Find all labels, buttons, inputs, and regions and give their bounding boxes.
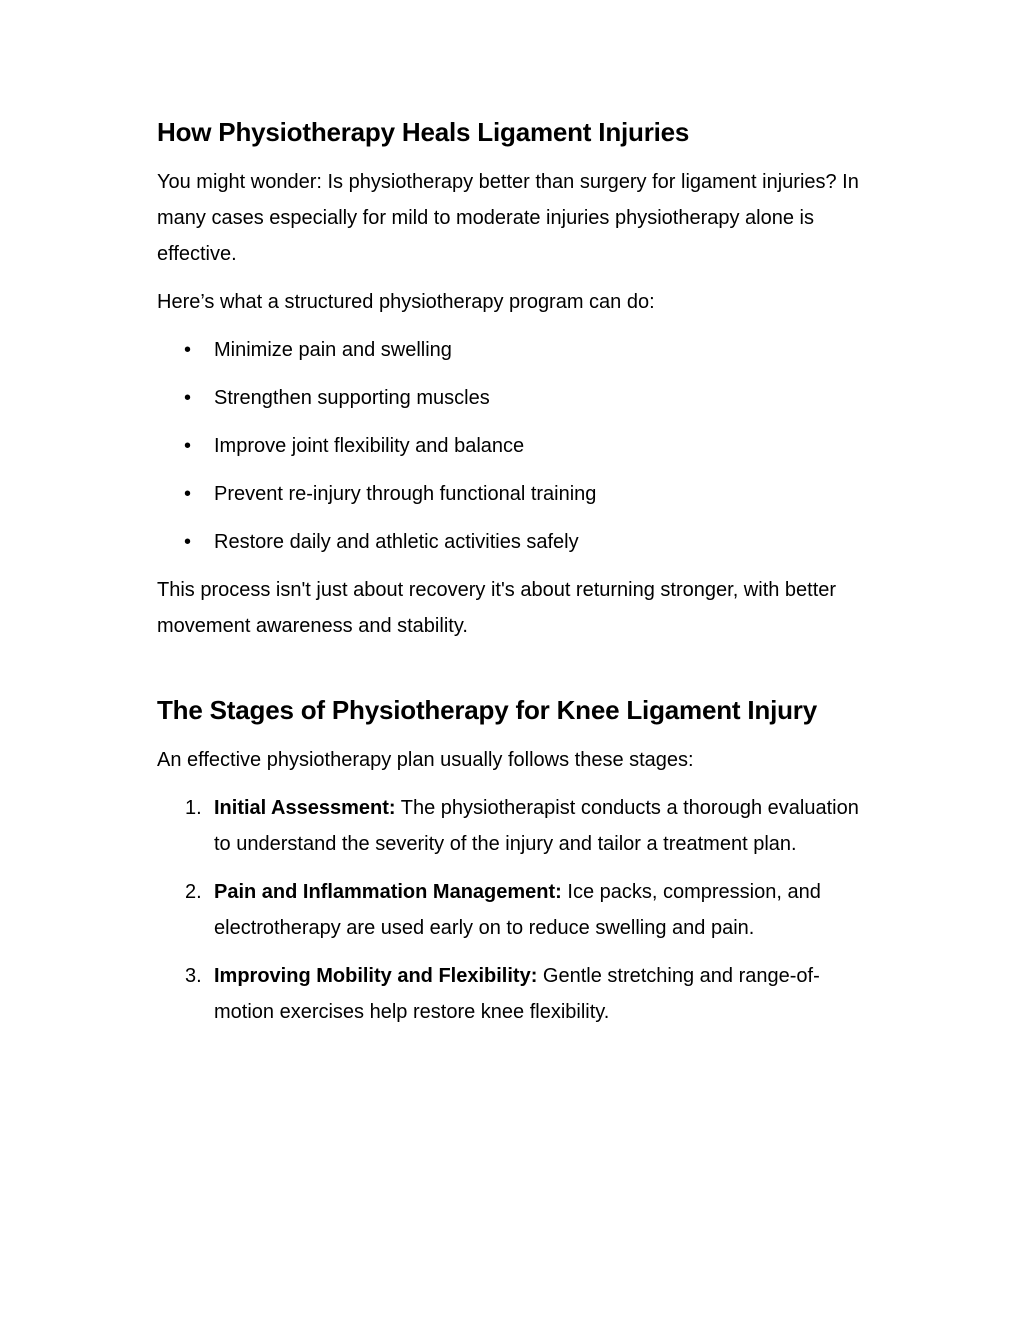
stage-description: Ice packs, compression, and electrotherapy are used early on to reduce swelling and pain. [214,881,821,939]
section-heading-how-physiotherapy-heals: How Physiotherapy Heals Ligament Injuries [157,117,690,147]
stage-description: Gentle stretching and range-of-motion exercises help restore knee flexibility. [214,965,820,1023]
bullet-icon: • [184,483,192,505]
list-item-number: 3. [185,965,202,987]
list-item-text: Improve joint flexibility and balance [214,435,525,457]
bullet-icon: • [184,435,192,457]
list-item-text: Restore daily and athletic activities safely [214,531,579,553]
list-item-number: 2. [185,881,202,903]
list-item-text: Prevent re-injury through functional training [214,483,597,505]
stage-term: Initial Assessment: [214,797,396,819]
document-page [157,112,867,1042]
stage-term: Pain and Inflammation Management: [214,881,562,903]
list-item [157,874,867,946]
list-item [157,958,867,1030]
benefits-bullet-list [157,332,867,560]
list-item [157,476,867,512]
list-item [157,380,867,416]
bullet-icon: • [184,531,192,553]
stages-numbered-list [157,790,867,1030]
list-item [157,790,867,862]
stage-term: Improving Mobility and Flexibility: [214,965,538,987]
stage-description: The physiotherapist conducts a thorough evaluation to understand the severity of the injury and tailor a treatment plan. [214,797,859,855]
section-heading-stages-of-physiotherapy: The Stages of Physiotherapy for Knee Ligament Injury [157,695,817,725]
bullet-icon: • [184,339,192,361]
section1-intro-paragraph: You might wonder: Is physiotherapy better than surgery for ligament injuries? In many cases especially for mild to moderate injuries physiotherapy alone is effective. [157,171,859,265]
list-item-text: Minimize pain and swelling [214,339,452,361]
section1-closing-paragraph: This process isn't just about recovery it's about returning stronger, with better movement awareness and stability. [157,579,837,637]
section2-lead-paragraph: An effective physiotherapy plan usually follows these stages: [157,749,694,771]
list-item [157,332,867,368]
list-item-text: Strengthen supporting muscles [214,387,490,409]
list-item [157,428,867,464]
section1-lead-paragraph: Here’s what a structured physiotherapy program can do: [157,291,655,313]
list-item [157,524,867,560]
bullet-icon: • [184,387,192,409]
list-item-number: 1. [185,797,202,819]
